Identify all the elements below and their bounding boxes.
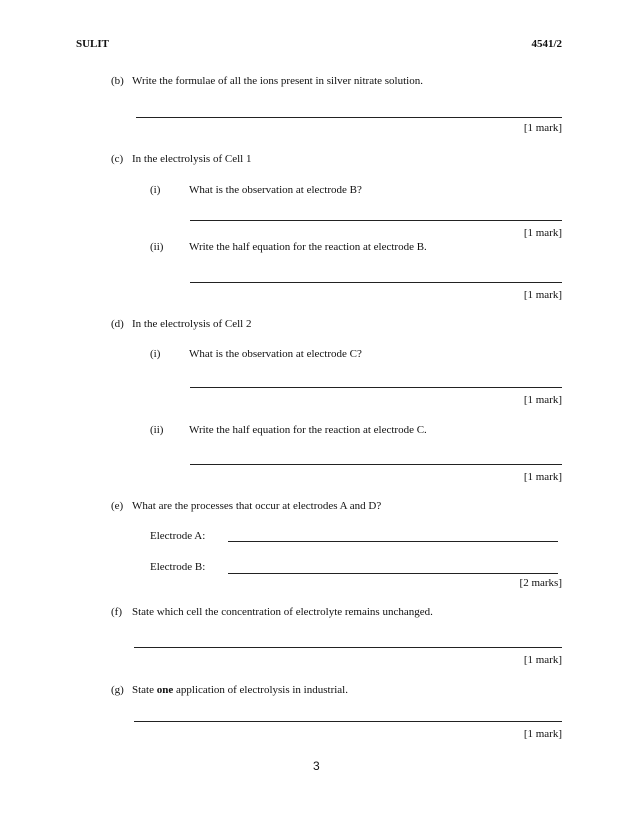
electrode-label-2: Electrode B:	[150, 561, 206, 573]
question-c-ii-num: (ii)	[150, 241, 164, 253]
answer-line-b	[136, 117, 562, 118]
question-d-i-text: What is the observation at electrode C?	[189, 348, 362, 360]
question-c-ii-text: Write the half equation for the reaction at electrode B.	[189, 241, 427, 253]
answer-line-d-i	[190, 387, 562, 388]
mark-b: [1 mark]	[523, 122, 562, 134]
page-number: 3	[313, 759, 320, 773]
mark-d-ii: [1 mark]	[523, 471, 562, 483]
question-g-text-before: State	[132, 684, 157, 696]
question-d-label: (d)	[111, 318, 124, 330]
header-left: SULIT	[76, 38, 110, 50]
answer-line-e-2	[228, 573, 558, 574]
mark-d-i: [1 mark]	[523, 394, 562, 406]
mark-e: [2 marks]	[519, 577, 562, 589]
mark-c-ii: [1 mark]	[523, 289, 562, 301]
question-c-text: In the electrolysis of Cell 1	[132, 153, 252, 165]
question-g-text-bold: one	[156, 684, 174, 696]
question-b-text: Write the formulae of all the ions present in silver nitrate solution.	[132, 75, 423, 87]
question-c-label: (c)	[111, 153, 124, 165]
answer-line-d-ii	[190, 464, 562, 465]
electrode-label-1: Electrode A:	[150, 530, 206, 542]
question-e-text: What are the processes that occur at electrodes A and D?	[132, 500, 382, 512]
question-b-label: (b)	[111, 75, 124, 87]
question-d-text: In the electrolysis of Cell 2	[132, 318, 252, 330]
question-g-label: (g)	[111, 684, 124, 696]
answer-line-c-ii	[190, 282, 562, 283]
mark-g: [1 mark]	[523, 728, 562, 740]
question-d-i-num: (i)	[150, 348, 161, 360]
question-g-text	[132, 684, 348, 696]
mark-f: [1 mark]	[523, 654, 562, 666]
answer-line-f	[134, 647, 562, 648]
header-right: 4541/2	[531, 38, 562, 50]
question-c-i-text: What is the observation at electrode B?	[189, 184, 362, 196]
question-e-label: (e)	[111, 500, 124, 512]
mark-c-i: [1 mark]	[523, 227, 562, 239]
question-d-ii-text: Write the half equation for the reaction at electrode C.	[189, 424, 427, 436]
answer-line-g	[134, 721, 562, 722]
question-g-text-after: application of electrolysis in industrial.	[173, 684, 348, 696]
question-f-text: State which cell the concentration of electrolyte remains unchanged.	[132, 606, 433, 618]
answer-line-c-i	[190, 220, 562, 221]
answer-line-e-1	[228, 541, 558, 542]
question-d-ii-num: (ii)	[150, 424, 164, 436]
question-f-label: (f)	[111, 606, 122, 618]
question-c-i-num: (i)	[150, 184, 161, 196]
